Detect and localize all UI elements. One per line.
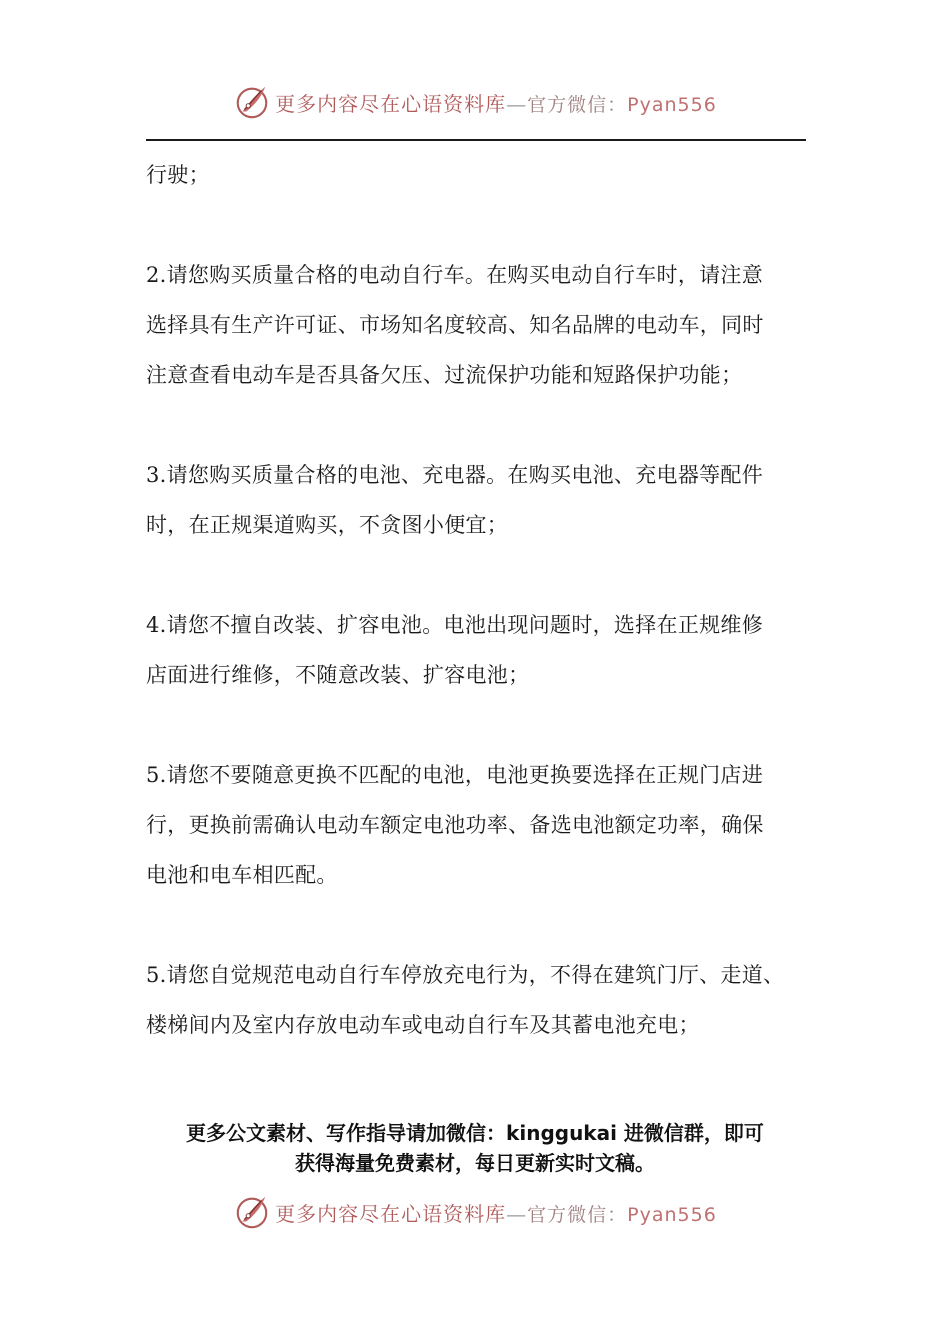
paragraph-gap [146,550,826,600]
body-line: 电池和电车相匹配。 [146,863,338,887]
footer-note [0,1118,950,1178]
body-line: 3.请您购买质量合格的电池、充电器。在购买电池、充电器等配件 [146,463,764,487]
footer-note-line-2: 获得海量免费素材，每日更新实时文稿。 [295,1151,655,1175]
body-line: 5.请您自觉规范电动自行车停放充电行为，不得在建筑门厅、走道、 [146,963,785,987]
banner-wechat-id: Pyan556 [627,1203,717,1226]
banner-wechat-label: 官方微信： [527,1203,628,1226]
body-line: 时，在正规渠道购买，不贪图小便宜； [146,513,509,537]
body-line: 4.请您不擅自改装、扩容电池。电池出现问题时，选择在正规维修 [146,613,764,637]
body-line: 选择具有生产许可证、市场知名度较高、知名品牌的电动车，同时 [146,313,764,337]
banner-dash: — [506,91,528,116]
quill-logo-icon [233,1193,271,1231]
paragraph-gap [146,700,826,750]
body-line: 2.请您购买质量合格的电动自行车。在购买电动自行车时，请注意 [146,263,764,287]
banner-wechat-label: 官方微信： [527,93,628,116]
paragraph-gap [146,900,826,950]
body-line: 行驶； [146,163,210,187]
quill-logo-icon [233,83,271,121]
body-line: 楼梯间内及室内存放电动车或电动自行车及其蓄电池充电； [146,1013,700,1037]
paragraph-gap [146,200,826,250]
footer-note-line-1: 更多公文素材、写作指导请加微信：kinggukai 进微信群，即可 [186,1121,764,1145]
banner-dash: — [506,1201,528,1226]
body-line: 5.请您不要随意更换不匹配的电池，电池更换要选择在正规门店进 [146,763,764,787]
paragraph-gap [146,400,826,450]
document-body [146,150,826,1050]
banner-text [275,88,717,117]
body-line: 注意查看电动车是否具备欠压、过流保护功能和短路保护功能； [146,363,743,387]
banner-site-name: 更多内容尽在心语资料库 [275,91,507,116]
banner-text [275,1198,717,1227]
body-line: 店面进行维修，不随意改装、扩容电池； [146,663,530,687]
header-banner-top [0,82,950,122]
banner-site-name: 更多内容尽在心语资料库 [275,1201,507,1226]
banner-wechat-id: Pyan556 [627,93,717,116]
header-divider [146,139,806,141]
header-banner-bottom [0,1192,950,1232]
body-line: 行，更换前需确认电动车额定电池功率、备选电池额定功率，确保 [146,813,764,837]
